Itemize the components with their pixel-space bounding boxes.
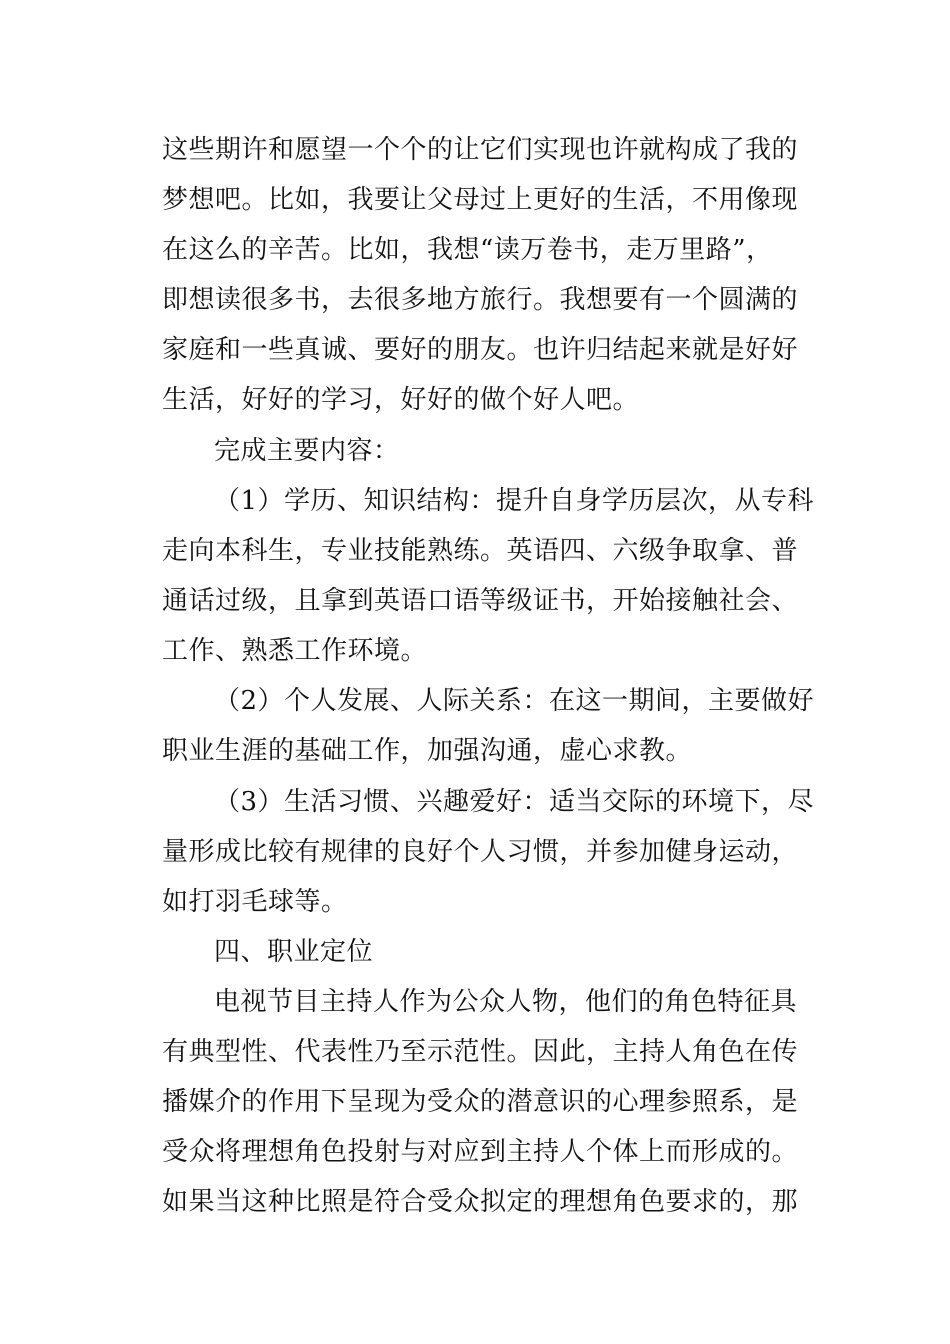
- paragraph-line: 有典型性、代表性乃至示范性。因此，主持人角色在传: [162, 1037, 799, 1067]
- list-item-line: 如打羽毛球等。: [162, 887, 348, 917]
- list-item-line: 工作、熟悉工作环境。: [162, 636, 428, 666]
- list-item-line: 走向本科生，专业技能熟练。英语四、六级争取拿、普: [162, 536, 799, 566]
- list-item-line: 通话过级，且拿到英语口语等级证书，开始接触社会、: [162, 586, 799, 616]
- section-heading: 四、职业定位: [214, 937, 374, 967]
- list-item-line: （1）学历、知识结构：提升自身学历层次，从专科: [214, 486, 815, 516]
- list-item-line: 量形成比较有规律的良好个人习惯，并参加健身运动，: [162, 837, 799, 867]
- list-item-line: 职业生涯的基础工作，加强沟通，虚心求教。: [162, 736, 693, 766]
- paragraph-line: 电视节目主持人作为公众人物，他们的角色特征具: [214, 987, 798, 1017]
- paragraph-line: 在这么的辛苦。比如，我想“读万卷书，走万里路”，: [162, 235, 773, 265]
- paragraph-line: 梦想吧。比如，我要让父母过上更好的生活，不用像现: [162, 185, 799, 215]
- paragraph-line: 受众将理想角色投射与对应到主持人个体上而形成的。: [162, 1137, 799, 1167]
- paragraph-line: 即想读很多书，去很多地方旅行。我想要有一个圆满的: [162, 285, 799, 315]
- list-item-line: （2）个人发展、人际关系：在这一期间，主要做好: [214, 686, 815, 716]
- list-item-line: （3）生活习惯、兴趣爱好：适当交际的环境下，尽: [214, 787, 815, 817]
- paragraph-line: 家庭和一些真诚、要好的朋友。也许归结起来就是好好: [162, 335, 799, 365]
- paragraph-line: 播媒介的作用下呈现为受众的潜意识的心理参照系，是: [162, 1087, 799, 1117]
- section-heading: 完成主要内容：: [214, 436, 400, 466]
- paragraph-line: 这些期许和愿望一个个的让它们实现也许就构成了我的: [162, 135, 799, 165]
- paragraph-line: 生活，好好的学习，好好的做个好人吧。: [162, 385, 640, 415]
- paragraph-line: 如果当这种比照是符合受众拟定的理想角色要求的，那: [162, 1187, 799, 1217]
